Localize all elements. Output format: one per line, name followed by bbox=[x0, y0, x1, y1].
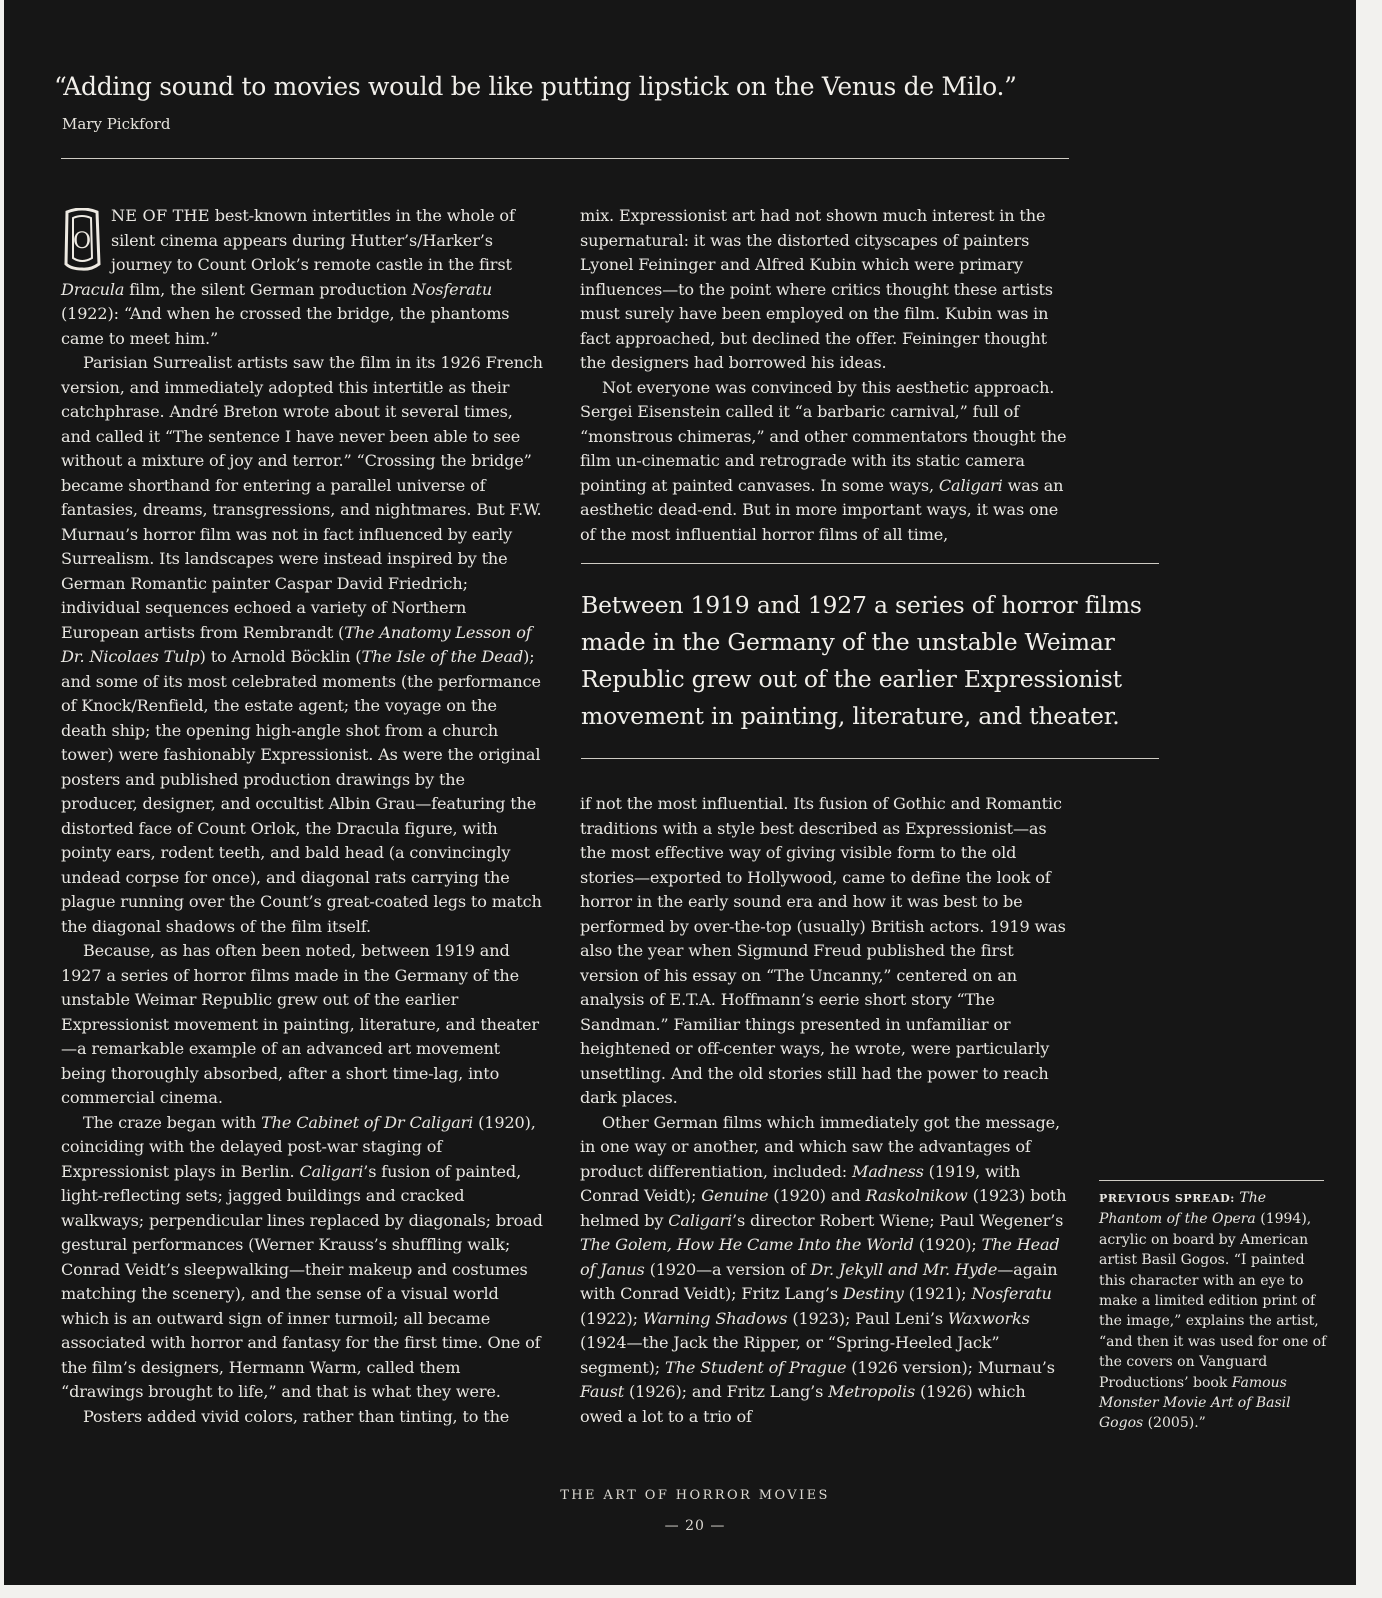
dropcap-ornament bbox=[61, 208, 103, 274]
pull-quote: Between 1919 and 1927 a series of horror films made in the Germany of the unstable Weimar Republic grew out of the earlier Expressionist movement in painting, literature, and theater. bbox=[581, 591, 1142, 730]
paragraph-5: Posters added vivid colors, rather than tinting, to the bbox=[83, 1406, 510, 1426]
paragraph-2: Parisian Surrealist artists saw the film in its 1926 French version, and immediately adopted this intertitle as their catchphrase. André Breton wrote about it several times, and called it “The sentence I have never been able to see without a mixture of joy and terror.” “Crossing the bridge” became shorthand for entering a parallel universe of fantasies, dreams, transgressions, and nightmares. But F.W. Murnau’s horror film was not in fact influenced by early Surrealism. Its landscapes were instead inspired by the German Romantic painter Caspar David Friedrich; individual sequences echoed a variety of Northern European artists from Rembrandt (The Anatomy Lesson of Dr. Nicolaes Tulp) to Arnold Böcklin (The Isle of the Dead); and some of its most celebrated moments (the performance of Knock/Renfield, the estate agent; the voyage on the death ship; the opening high-angle shot from a church tower) were fashionably Expressionist. As were the original posters and published production drawings by the producer, designer, and occultist Albin Grau—featuring the distorted face of Count Orlok, the Dracula figure, with pointy ears, rodent teeth, and bald head (a convincingly undead corpse for once), and diagonal rats carrying the plague running over the Count’s great-coated legs to match the diagonal shadows of the film itself. bbox=[61, 353, 543, 936]
paragraph-4: The craze began with The Cabinet of Dr Caligari (1920), coinciding with the delayed post-war staging of Expressionist plays in Berlin. Caligari’s fusion of painted, light-reflecting sets; jagged buildings and cracked walkways; perpendicular lines replaced by diagonals; broad gestural performances (Werner Krauss’s shuffling walk; Conrad Veidt’s sleepwalking—their makeup and costumes matching the scenery), and the sense of a visual world which is an outward sign of inner turmoil; all became associated with horror and fantasy for the first time. One of the film’s designers, Hermann Warm, called them “drawings brought to life,” and that is what they were. bbox=[61, 1112, 543, 1401]
epigraph-quote: “Adding sound to movies would be like putting lipstick on the Venus de Milo.” bbox=[54, 72, 1017, 101]
column-right-bottom bbox=[580, 792, 1068, 1429]
epigraph-attribution: Mary Pickford bbox=[62, 115, 171, 133]
paragraph-9: Other German films which immediately got the message, in one way or another, and which saw the advantages of product differentiation, included: Madness (1919, with Conrad Veidt); Genuine (1920) and Raskolnikow (1923) both helmed by Caligari’s director Robert Wiene; Paul Wegener’s The Golem, How He Came Into the World (1920); The Head of Janus (1920—a version of Dr. Jekyll and Mr. Hyde—again with Conrad Veidt); Fritz Lang’s Destiny (1921); Nosferatu (1922); Warning Shadows (1923); Paul Leni’s Waxworks (1924—the Jack the Ripper, or “Spring-Heeled Jack” segment); The Student of Prague (1926 version); Murnau’s Faust (1926); and Fritz Lang’s Metropolis (1926) which owed a lot to a trio of bbox=[580, 1112, 1067, 1426]
caption-rule bbox=[1099, 1180, 1324, 1181]
paragraph-6: mix. Expressionist art had not shown much interest in the supernatural: it was the distorted cityscapes of painters Lyonel Feininger and Alfred Kubin which were primary influences—to the point where critics thought these artists must surely have been employed on the film. Kubin was in fact approached, but declined the offer. Feininger thought the designers had borrowed his ideas. bbox=[580, 206, 1053, 372]
caption-lead: PREVIOUS SPREAD: bbox=[1099, 1192, 1235, 1205]
pullquote-bottom-rule bbox=[581, 758, 1159, 759]
paragraph-7: Not everyone was convinced by this aesthetic approach. Sergei Eisenstein called it “a barbaric carnival,” full of “monstrous chimeras,” and other commentators thought the film un-cinematic and retrograde with its static camera pointing at painted canvases. In some ways, Caligari was an aesthetic dead-end. But in more important ways, it was one of the most influential horror films of all time, bbox=[580, 377, 1067, 544]
page-number: — 20 — bbox=[664, 1518, 726, 1534]
paragraph-1: O NE OF THE best-known intertitles in the whole of silent cinema appears during Hutter’s/Harker’s journey to Count Orlok’s remote castle in the first Dracula film, the silent German production Nosferatu (1922): “And when he crossed the bridge, the phantoms came to meet him.” bbox=[61, 206, 515, 348]
paragraph-3: Because, as has often been noted, between 1919 and 1927 a series of horror films made in the Germany of the unstable Weimar Republic grew out of the earlier Expressionist movement in painting, literature, and theater—a remarkable example of an advanced art movement being thoroughly absorbed, after a short time-lag, into commercial cinema. bbox=[61, 941, 539, 1107]
top-divider bbox=[61, 158, 1069, 159]
running-footer-title: THE ART OF HORROR MOVIES bbox=[560, 1488, 830, 1503]
image-caption: PREVIOUS SPREAD: The Phantom of the Opera (1994), acrylic on board by American artist Basil Gogos. “I painted this character with an eye to make a limited edition print of the image,” explains the artist, “and then it was used for one of the covers on Vanguard Productions’ book Famous Monster Movie Art of Basil Gogos (2005).” bbox=[1099, 1190, 1327, 1432]
column-left bbox=[61, 204, 543, 1429]
pullquote-top-rule bbox=[581, 563, 1159, 564]
paragraph-8: if not the most influential. Its fusion of Gothic and Romantic traditions with a style best described as Expressionist—as the most effective way of giving visible form to the old stories—exported to Hollywood, came to define the look of horror in the early sound era and how it was best to be performed by over-the-top (usually) British actors. 1919 was also the year when Sigmund Freud published the first version of his essay on “The Uncanny,” centered on an analysis of E.T.A. Hoffmann’s eerie short story “The Sandman.” Familiar things presented in unfamiliar or heightened or off-center ways, he wrote, were particularly unsettling. And the old stories still had the power to reach dark places. bbox=[580, 794, 1066, 1107]
svg-text:O: O bbox=[73, 229, 91, 254]
column-right-top bbox=[580, 204, 1068, 547]
book-page bbox=[4, 0, 1356, 1585]
